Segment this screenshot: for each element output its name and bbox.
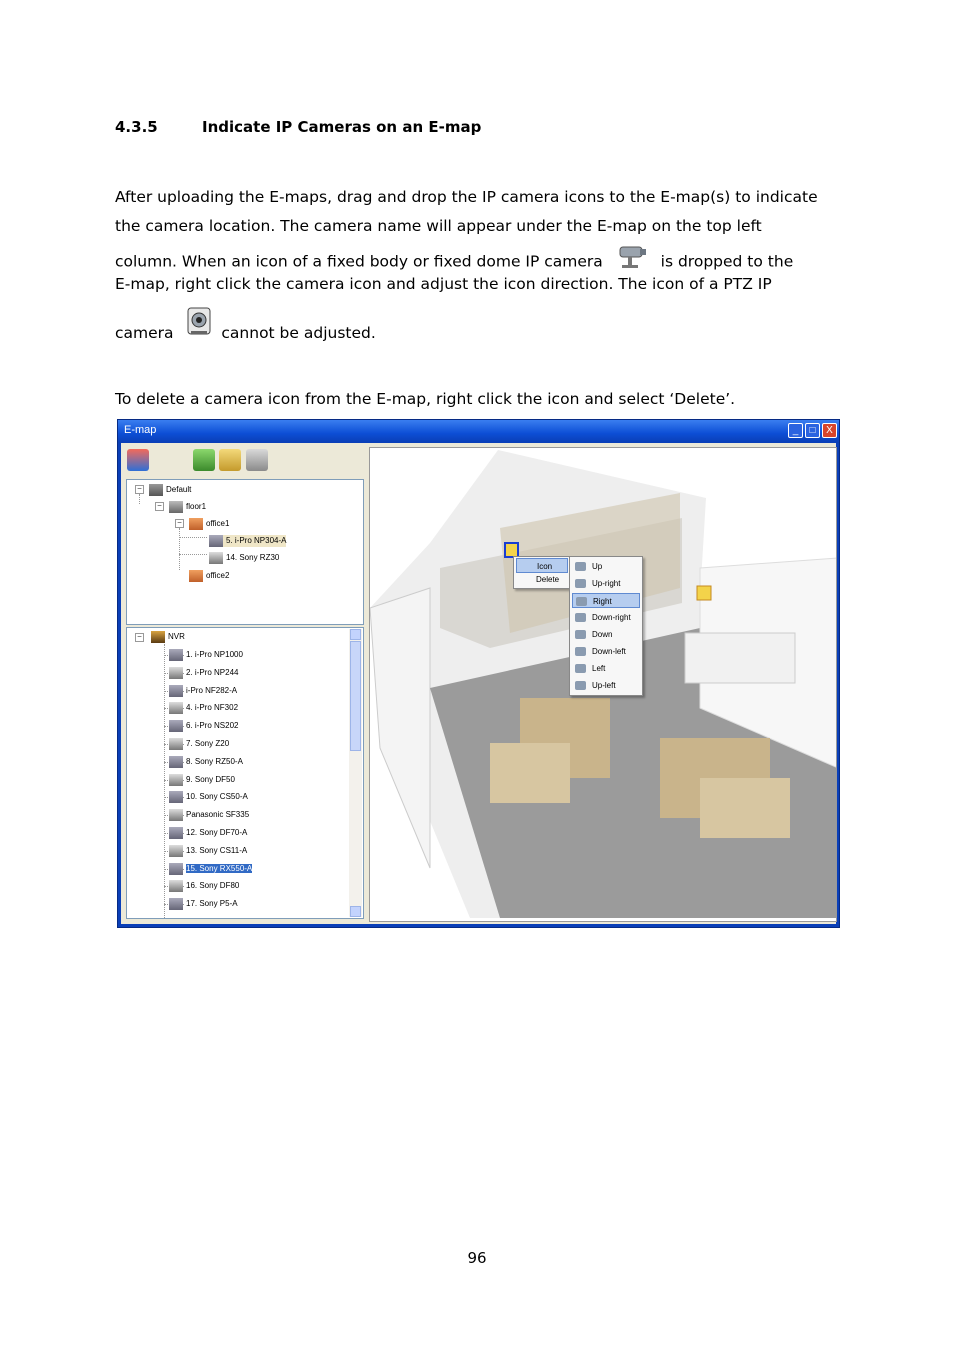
- camera-tree-item[interactable]: [169, 880, 239, 892]
- tree-line: [179, 554, 207, 555]
- ptz-camera-icon: [169, 880, 183, 892]
- floor-icon: [169, 501, 183, 513]
- building-icon: [149, 484, 163, 496]
- section-heading: [115, 118, 481, 136]
- map-tree: [126, 479, 364, 625]
- ptz-camera-icon: [169, 702, 183, 714]
- direction-item[interactable]: [572, 593, 640, 608]
- page-number: 96: [467, 1249, 487, 1267]
- camera-tree-label: 2. i-Pro NP244: [186, 667, 239, 677]
- direction-icon: [575, 579, 586, 588]
- direction-icon: [576, 597, 587, 606]
- ptz-camera-icon: [209, 552, 223, 564]
- tree-node-office1[interactable]: office1: [189, 518, 229, 530]
- fixed-camera-icon: [169, 863, 183, 875]
- menu-item-delete[interactable]: Delete: [536, 575, 560, 584]
- tree-node-default[interactable]: Default: [149, 484, 191, 496]
- ptz-camera-icon: [186, 306, 212, 348]
- fixed-camera-icon: [209, 535, 223, 547]
- camera-tree-label: 1. i-Pro NP1000: [186, 650, 243, 660]
- camera-tree-item[interactable]: [169, 898, 238, 910]
- paragraph-text: cannot be adjusted.: [221, 324, 376, 342]
- tree-node-camera[interactable]: 14. Sony RZ30: [209, 552, 279, 564]
- direction-icon: [575, 681, 586, 690]
- window-client: [121, 443, 836, 924]
- paragraph-line: the camera location. The camera name will appear under the E-map on the top left: [115, 217, 762, 235]
- camera-tree-item[interactable]: [169, 720, 238, 732]
- tree-node-office2[interactable]: office2: [189, 570, 229, 582]
- fixed-camera-icon: [169, 898, 183, 910]
- tree-node-floor1[interactable]: floor1: [169, 501, 206, 513]
- camera-tree-label: 9. Sony DF50: [186, 774, 235, 784]
- paragraph-text: camera: [115, 324, 174, 342]
- map-icon: [189, 518, 203, 530]
- camera-tree-label: 7. Sony Z20: [186, 739, 230, 749]
- title-bar: [118, 420, 839, 442]
- paragraph-line: To delete a camera icon from the E-map, right click the icon and select ‘Delete’.: [115, 390, 736, 408]
- direction-icon: [575, 613, 586, 622]
- fixed-camera-icon: [169, 827, 183, 839]
- close-button[interactable]: X: [822, 423, 837, 438]
- ptz-camera-icon: [169, 809, 183, 821]
- paragraph-line: [115, 319, 376, 348]
- tree-line: [179, 537, 207, 538]
- direction-label: Right: [593, 597, 612, 606]
- context-menu: [513, 556, 571, 589]
- section-number: 4.3.5: [115, 118, 158, 136]
- paragraph-line: E-map, right click the camera icon and adjust the icon direction. The icon of a PTZ IP: [115, 275, 772, 293]
- menu-item-icon[interactable]: Icon: [516, 558, 568, 573]
- camera-tree-label: i-Pro NF282-A: [186, 685, 238, 695]
- direction-icon: [575, 664, 586, 673]
- tree-line: [179, 528, 180, 570]
- scroll-up-button[interactable]: [350, 629, 361, 640]
- scrollbar[interactable]: [349, 629, 362, 917]
- paragraph-line: After uploading the E-maps, drag and drop the IP camera icons to the E-map(s) to indicate: [115, 188, 818, 206]
- section-title: Indicate IP Cameras on an E-map: [202, 118, 482, 136]
- camera-tree-item[interactable]: [169, 863, 252, 875]
- direction-item[interactable]: [572, 610, 640, 625]
- edit-map-icon[interactable]: [219, 449, 241, 471]
- save-map-icon[interactable]: [127, 449, 149, 471]
- ptz-camera-icon: [169, 667, 183, 679]
- camera-tree-label: 15. Sony RX550-A: [186, 863, 253, 873]
- camera-tree-label: 6. i-Pro NS202: [186, 721, 239, 731]
- camera-tree-label: 4. i-Pro NF302: [186, 703, 239, 713]
- fixed-camera-icon: [169, 756, 183, 768]
- direction-label: Up-right: [592, 579, 621, 588]
- maximize-button[interactable]: □: [805, 423, 820, 438]
- tree-line: [139, 494, 140, 504]
- tree-line: [164, 644, 165, 919]
- camera-tree-label: 13. Sony CS11-A: [186, 845, 248, 855]
- direction-label: Up-left: [592, 681, 616, 690]
- scroll-down-button[interactable]: [350, 906, 361, 917]
- direction-item[interactable]: [572, 678, 640, 693]
- camera-tree-label: 17. Sony P5-A: [186, 899, 238, 909]
- camera-tree-item[interactable]: [169, 649, 243, 661]
- minimize-button[interactable]: _: [788, 423, 803, 438]
- direction-label: Left: [592, 664, 606, 673]
- window-title: E-map: [124, 424, 157, 436]
- toolbar: [121, 443, 366, 478]
- direction-icon: [575, 630, 586, 639]
- camera-tree-item[interactable]: [169, 685, 237, 697]
- direction-label: Down-right: [592, 613, 631, 622]
- camera-tree-label: 12. Sony DF70-A: [186, 828, 248, 838]
- direction-item[interactable]: [572, 644, 640, 659]
- ptz-camera-icon: [169, 738, 183, 750]
- direction-item[interactable]: [572, 559, 640, 574]
- camera-tree-label: 16. Sony DF80: [186, 881, 240, 891]
- direction-item[interactable]: [572, 627, 640, 642]
- tree-node-nvr[interactable]: NVR: [151, 631, 185, 643]
- paragraph-text: column. When an icon of a fixed body or fixed dome IP camera: [115, 252, 603, 271]
- camera-tree: [126, 627, 364, 919]
- tree-node-camera[interactable]: 5. i-Pro NP304-A: [209, 535, 286, 547]
- camera-tree-item[interactable]: [169, 809, 249, 821]
- camera-tree-item[interactable]: [169, 845, 247, 857]
- camera-tree-item[interactable]: [169, 756, 243, 768]
- scroll-thumb[interactable]: [350, 641, 361, 751]
- direction-item[interactable]: [572, 576, 640, 591]
- camera-tree-label: Panasonic SF335: [186, 810, 250, 820]
- delete-map-icon[interactable]: [246, 449, 268, 471]
- collapse-icon[interactable]: −: [135, 633, 144, 642]
- camera-tree-label: 8. Sony RZ50-A: [186, 756, 243, 766]
- emap-view[interactable]: [369, 447, 837, 922]
- camera-tree-item[interactable]: [169, 667, 238, 679]
- ptz-camera-icon: [169, 774, 183, 786]
- paragraph-text: is dropped to the: [660, 252, 794, 271]
- camera-tree-item[interactable]: [169, 774, 235, 786]
- camera-tree-item[interactable]: [169, 702, 238, 714]
- camera-tree-label: 10. Sony CS50-A: [186, 792, 248, 802]
- direction-label: Down: [592, 630, 613, 639]
- add-map-icon[interactable]: [193, 449, 215, 471]
- fixed-camera-icon: [169, 649, 183, 661]
- direction-item[interactable]: [572, 661, 640, 676]
- nvr-icon: [151, 631, 165, 643]
- collapse-icon[interactable]: −: [135, 485, 144, 494]
- collapse-icon[interactable]: −: [155, 502, 164, 511]
- direction-label: Down-left: [592, 647, 626, 656]
- camera-tree-item[interactable]: [169, 738, 229, 750]
- map-icon: [189, 570, 203, 582]
- fixed-camera-icon: [169, 685, 183, 697]
- fixed-camera-icon: [169, 720, 183, 732]
- emap-window: [117, 419, 840, 928]
- direction-icon: [575, 647, 586, 656]
- camera-tree-item[interactable]: [169, 827, 247, 839]
- ptz-camera-icon: [169, 845, 183, 857]
- fixed-camera-icon: [169, 791, 183, 803]
- direction-icon: [575, 562, 586, 571]
- camera-tree-item[interactable]: [169, 791, 248, 803]
- direction-label: Up: [592, 562, 603, 571]
- direction-menu: [569, 556, 643, 696]
- collapse-icon[interactable]: −: [175, 519, 184, 528]
